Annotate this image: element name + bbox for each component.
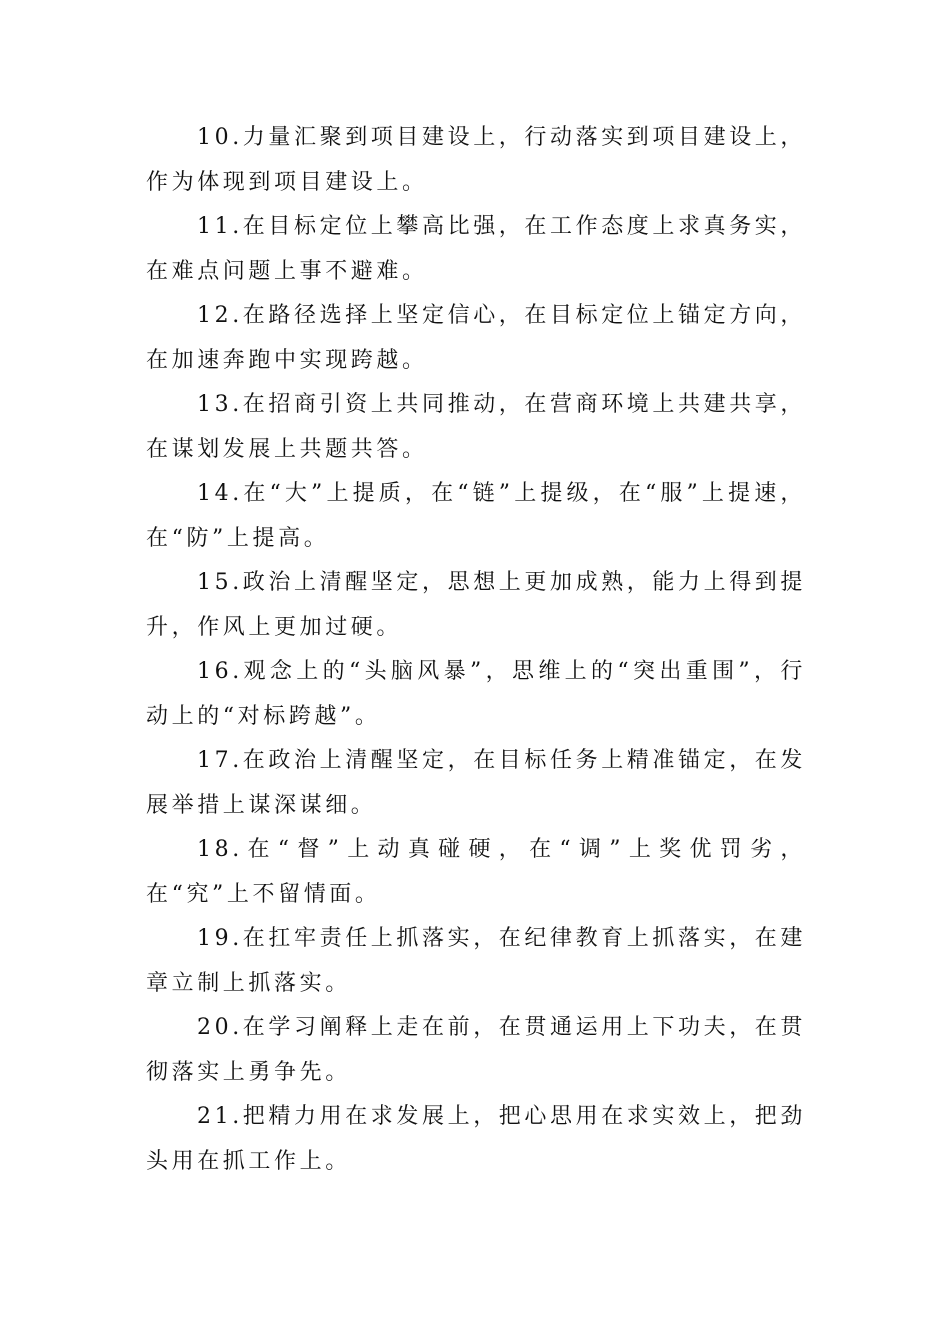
paragraph-21: 21.把精力用在求发展上，把心思用在求实效上，把劲头用在抓工作上。 bbox=[146, 1104, 806, 1174]
document-body bbox=[146, 116, 806, 1184]
paragraph-14: 14.在“大”上提质，在“链”上提级，在“服”上提速，在“防”上提高。 bbox=[146, 481, 806, 551]
paragraph-20: 20.在学习阐释上走在前，在贯通运用上下功夫，在贯彻落实上勇争先。 bbox=[146, 1015, 806, 1085]
paragraph-12: 12.在路径选择上坚定信心，在目标定位上锚定方向，在加速奔跑中实现跨越。 bbox=[146, 303, 806, 373]
paragraph-13: 13.在招商引资上共同推动，在营商环境上共建共享，在谋划发展上共题共答。 bbox=[146, 392, 806, 462]
paragraph-16: 16.观念上的“头脑风暴”，思维上的“突出重围”，行动上的“对标跨越”。 bbox=[146, 659, 806, 729]
paragraph-15: 15.政治上清醒坚定，思想上更加成熟，能力上得到提升，作风上更加过硬。 bbox=[146, 570, 806, 640]
paragraph-19: 19.在扛牢责任上抓落实，在纪律教育上抓落实，在建章立制上抓落实。 bbox=[146, 926, 806, 996]
paragraph-10: 10.力量汇聚到项目建设上，行动落实到项目建设上，作为体现到项目建设上。 bbox=[146, 125, 806, 195]
paragraph-17: 17.在政治上清醒坚定，在目标任务上精准锚定，在发展举措上谋深谋细。 bbox=[146, 748, 806, 818]
paragraph-18: 18.在“督”上动真碰硬，在“调”上奖优罚劣，在“究”上不留情面。 bbox=[146, 837, 806, 907]
paragraph-11: 11.在目标定位上攀高比强，在工作态度上求真务实，在难点问题上事不避难。 bbox=[146, 214, 806, 284]
